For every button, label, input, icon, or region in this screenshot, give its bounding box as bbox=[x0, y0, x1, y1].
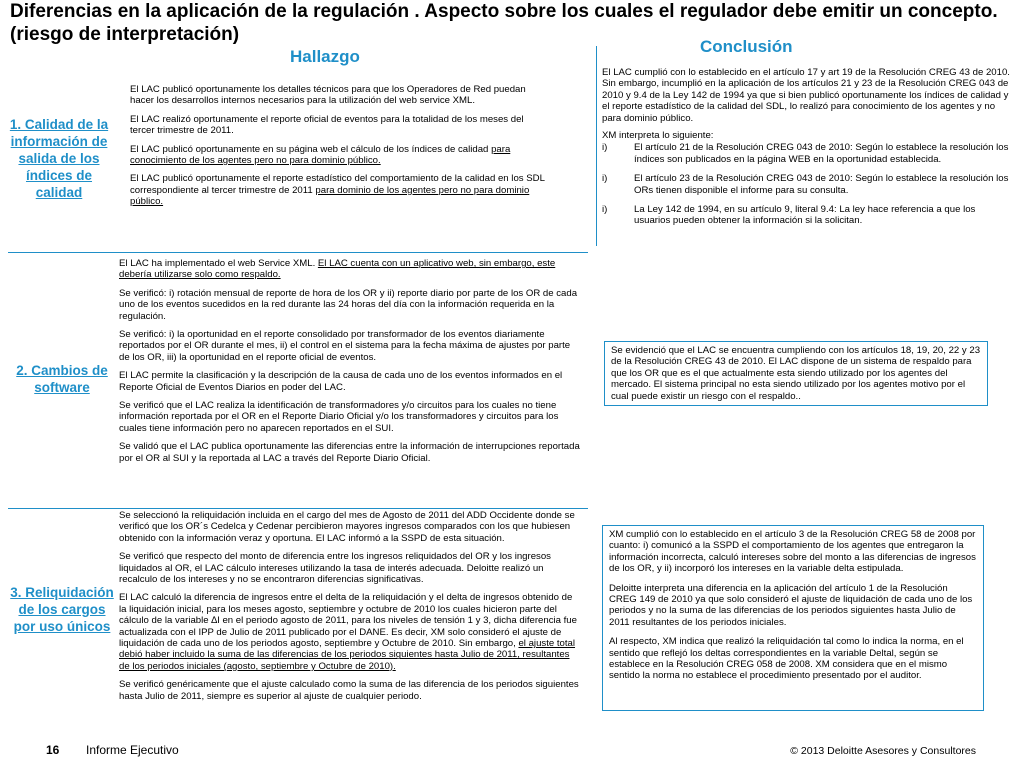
row1-conclusion bbox=[602, 67, 1012, 235]
column-divider bbox=[596, 46, 597, 246]
row2-hallazgo-p1 bbox=[119, 258, 581, 281]
row3-conclusion-box bbox=[602, 525, 984, 711]
row3-hallazgo-p3 bbox=[119, 592, 581, 672]
row1-conclusion-list bbox=[602, 142, 1012, 226]
row3-hallazgo-p4: Se verificó genéricamente que el ajuste calculado como la suma de las diferencia de los periodos siguientes hasta Julio de 2011, siempre es superior al ajuste de cualquier periodo. bbox=[119, 679, 579, 702]
row-label-software: 2. Cambios de software bbox=[16, 363, 108, 395]
report-name: Informe Ejecutivo bbox=[86, 743, 179, 757]
row2-hallazgo bbox=[119, 258, 581, 471]
row1-conclusion-p2: XM interpreta lo siguiente: bbox=[602, 130, 714, 142]
list-item: i) La Ley 142 de 1994, en su artículo 9, literal 9.4: La ley hace referencia a que los usuarios pueden obtener la información si la solicitan. bbox=[602, 204, 976, 227]
list-item: i) El artículo 21 de la Resolución CREG 043 de 2010: Según lo establece la resolución los índices son publicados en la página WEB en la oportunidad establecida. bbox=[602, 142, 1009, 165]
row2-hallazgo-p5: Se verificó que el LAC realiza la identificación de transformadores y/o circuitos para los cuales no tiene información reportada por el OR en el Reporte Diario Oficial y/o los transformadores y circuitos para los cuales tiene información pero no aparecen reportados en el SUI. bbox=[119, 400, 559, 434]
row-label-calidad: 1. Calidad de la información de salida de los índices de calidad bbox=[9, 117, 109, 200]
row1-hallazgo-p3 bbox=[130, 144, 548, 167]
row2-hallazgo-p6: Se validó que el LAC publica oportunamente las diferencias entre la información de interrupciones reportada por el OR al SUI y la reportada al LAC a través del Reporte Diario Oficial. bbox=[119, 441, 580, 464]
conclusion-header: Conclusión bbox=[700, 37, 793, 56]
row1-p4-underline: para dominio de los agentes pero no para dominio público. bbox=[130, 184, 530, 208]
row3-conclusion-p3: Al respecto, XM indica que realizó la reliquidación tal como lo indica la norma, en el sentido que reflejó los deltas correspondientes en la variable Deltal, según se establece en la Resolución CREG 058 de 2008. XM considera que en el mismo sentido la norma no establece el procedimiento presentado por el auditor. bbox=[609, 636, 964, 682]
row2-hallazgo-p3: Se verificó: i) la oportunidad en el reporte consolidado por transformador de los eventos diariamente reportados por el OR durante el mes, ii) el control en el sistema para la fecha máxima de ajustes por parte de los OR, iii) la oportunidad en el reporte oficial de eventos. bbox=[119, 329, 571, 363]
row1-hallazgo bbox=[130, 84, 548, 215]
row1-conclusion-p1: El LAC cumplió con lo establecido en el artículo 17 y art 19 de la Resolución CREG 43 de 2010. Sin embargo, incumplió en la aplicación de los artículos 21 y 23 de la Resolución CREG 043 de 2010 y 9.4 de la Ley 142 de 1994 ya que si bien publicó oportunamente los índices de calidad y el reporte estadístico de la calidad del SDL, lo realizó para conocimiento de los agentes y no para dominio público. bbox=[602, 67, 1010, 124]
row2-hallazgo-p2: Se verificó: i) rotación mensual de reporte de hora de los OR y ii) reporte diario por parte de los OR de cada uno de los eventos sucedidos en la red durante las 24 horas del día con la información requerida en la regulación. bbox=[119, 287, 578, 322]
row1-hallazgo-p1: El LAC publicó oportunamente los detalles técnicos para que los Operadores de Red puedan hacer los desarrollos internos necesarios para la utilización del web service XML. bbox=[130, 84, 526, 107]
row2-hallazgo-p4: El LAC permite la clasificación y la descripción de la causa de cada uno de los eventos informados en el Reporte Oficial de Eventos Diarios en poder del LAC. bbox=[119, 370, 563, 393]
hallazgo-header: Hallazgo bbox=[290, 47, 360, 66]
row2-conclusion-box: Se evidenció que el LAC se encuentra cumpliendo con los artículos 18, 19, 20, 22 y 23 de la Resolución CREG 43 de 2010. El LAC dispone de un sistema de respaldo para que los OR que es el que actualmente esta siendo utilizado por los agentes del mercado. El sistema principal no esta siendo utilizado por los agentes motivo por el cual puede existir un riesgo con el respaldo.. bbox=[604, 341, 988, 406]
page-title: Diferencias en la aplicación de la regulación . Aspecto sobre los cuales el regulador debe emitir un concepto. (riesgo de interpretación) bbox=[10, 1, 998, 45]
row1-p4-text: El LAC publicó oportunamente el reporte estadístico del comportamiento de la calidad en los SDL correspondiente al tercer trimestre de 2011 bbox=[130, 173, 545, 196]
row1-hallazgo-p2: El LAC realizó oportunamente el reporte oficial de eventos para la totalidad de los meses del tercer trimestre de 2011. bbox=[130, 113, 524, 137]
row3-conclusion-p1: XM cumplió con lo establecido en el artículo 3 de la Resolución CREG 58 de 2008 por cuanto: i) comunicó a la SSPD el comportamiento de los agentes que entregaron la información incorrecta, calculó intereses sobre del monto a las diferencias de ingresos de los OR, y ii) incorporó los intereses en la variable delta estipulada. bbox=[609, 529, 976, 575]
row3-p3-text: El LAC calculó la diferencia de ingresos entre el delta de la reliquidación y el delta de ingresos obtenido de la liquidación inicial, para los meses agosto, septiembre y octubre de 2010 los cuales hicieron parte del cálculo de la variable ∆I en el periodo agosto de 2011, para los niveles de tensión 1 y 3, dicha diferencia fue actualizada con el IPP de Julio de 2011 publicado por el DANE. Es decir, XM solo consideró el ajuste de liquidación de cada uno de los periodos agosto, septiembre y Octubre de 2010. Sin embargo, bbox=[119, 592, 577, 650]
row3-conclusion-p2: Deloitte interpreta una diferencia en la aplicación del artículo 1 de la Resolución CREG 149 de 2010 ya que solo consideró el ajuste de liquidación de cada uno de los periodos y no la suma de las diferencias de los periodos siguientes hasta Julio de 2011 resultantes de los periodos iniciales. bbox=[609, 582, 973, 628]
row1-p3-underline: para conocimiento de los agentes pero no para dominio público. bbox=[130, 143, 511, 167]
row1-p3-text: El LAC publicó oportunamente en su página web el cálculo de los índices de calidad bbox=[130, 143, 492, 155]
row-label-reliquidacion: 3. Reliquidación de los cargos por uso únicos bbox=[10, 585, 114, 634]
copyright: © 2013 Deloitte Asesores y Consultores bbox=[790, 745, 976, 757]
row-divider-1 bbox=[8, 252, 588, 253]
list-item: i) El artículo 23 de la Resolución CREG 043 de 2010: Según lo establece la resolución los ORs tienen disponible el informe para su consulta. bbox=[602, 173, 1009, 196]
row-divider-2 bbox=[8, 508, 588, 509]
row3-hallazgo-p1: Se seleccionó la reliquidación incluida en el cargo del mes de Agosto de 2011 del ADD Occidente donde se verificó que los OR´s Cedelca y Cedenar percibieron mayores ingresos comparados con los que hubiesen obtenido con la información veraz y oportuna. El LAC informó a la SSPD de esta situación. bbox=[119, 510, 575, 544]
row3-hallazgo bbox=[119, 510, 581, 709]
row3-hallazgo-p2: Se verificó que respecto del monto de diferencia entre los ingresos reliquidados del OR y los ingresos liquidados al OR, el LAC cálculo intereses utilizando la tasa de interés adecuada. Deloitte realizó un recalculo de los intereses y no se encontraron diferencias significativas. bbox=[119, 551, 551, 586]
page-number: 16 bbox=[46, 743, 60, 757]
row1-hallazgo-p4 bbox=[130, 173, 548, 207]
row2-p1-text: El LAC ha implementado el web Service XML. bbox=[119, 258, 318, 269]
row3-p3-underline: el ajuste total debió haber incluido la suma de las diferencias de los periodos siguientes hasta Julio de 2011, resultantes de los periodos iniciales (agosto, septiembre y Octubre de 2010). bbox=[119, 638, 576, 672]
row2-p1-underline: El LAC cuenta con un aplicativo web, sin embargo, este debería utilizarse solo como respaldo. bbox=[119, 258, 556, 281]
